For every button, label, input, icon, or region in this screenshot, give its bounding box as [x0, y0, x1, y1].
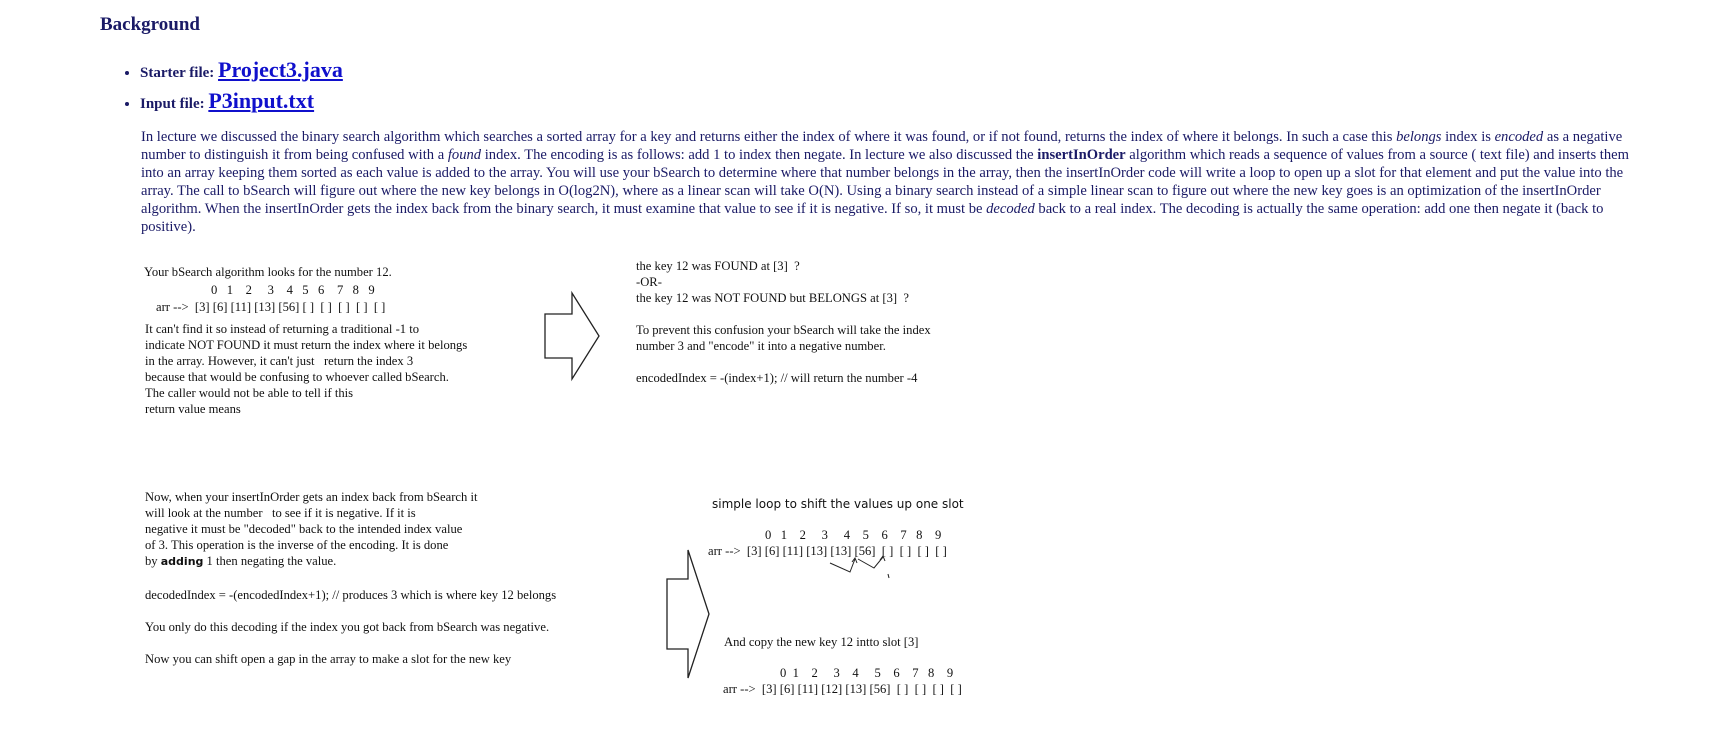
file-list: [122, 56, 343, 118]
d3-line2: 1 then negating the value.: [203, 554, 337, 568]
d4-indices-2: 0 1 2 3 4 5 6 7 8 9: [780, 666, 954, 680]
intro-paragraph: [141, 128, 1641, 236]
intro-encoded: encoded: [1494, 129, 1544, 145]
background-heading: Background: [100, 14, 200, 35]
intro-text: index. The encoding is as follows: add 1 to index then negate. In lecture we also discussed the: [481, 147, 1038, 163]
right-arrow-icon-2: [666, 549, 710, 679]
d4-caption: simple loop to shift the values up one slot: [712, 497, 964, 511]
intro-decoded: decoded: [986, 201, 1035, 217]
d1-explanation: It can't find it so instead of returning a traditional -1 to indicate NOT FOUND it must return the index where it belongs in the array. However, it can't just return the index 3 because that would be confusing to whoever called bSearch. The caller would not be able to tell if this return value means: [145, 322, 468, 416]
d2-text: the key 12 was FOUND at [3] ? -OR- the key 12 was NOT FOUND but BELONGS at [3] ? To prevent this confusion your bSearch will take the index number 3 and "encode" it into a negative number. encodedIndex = -(index+1); // will return the number -4: [636, 259, 931, 385]
intro-text: index is: [1441, 129, 1495, 145]
intro-text: as a negative number to distinguish it from being confused with a: [141, 129, 1623, 163]
intro-found: found: [447, 147, 482, 163]
input-file-item: [140, 87, 343, 118]
d3-decode-line: decodedIndex = -(encodedIndex+1); // produces 3 which is where key 12 belongs: [145, 588, 557, 602]
intro-text: algorithm which reads a sequence of values from a source ( text file) and inserts them into an array keeping them sorted as each value is added to the array. You will use your bSearch to determine where that number belongs in the array, then the insertInOrder code will write a loop to open up a slot for that element and put the value into the array. The call to bSearch will figure out where the new key belongs in O(log2N), where as a linear scan will take O(N). Using a binary search instead of a simple linear scan to figure out where the new key goes is an optimization of the insertInOrder algorithm. When the insertInOrder gets the index back from the binary search, it must examine that value to see if it is negative. If so, it must be: [141, 147, 1629, 217]
intro-text: back to a real index. The decoding is actually the same operation: add one then negate it (back to positive).: [141, 201, 1604, 235]
intro-belongs: belongs: [1396, 129, 1442, 145]
d3-adding: adding: [160, 555, 204, 568]
d1-indices: 0 1 2 3 4 5 6 7 8 9: [211, 283, 375, 297]
d3-shift-line: Now you can shift open a gap in the array to make a slot for the new key: [145, 652, 512, 666]
intro-text: In lecture we discussed the binary search algorithm which searches a sorted array for a key and returns either the index of where it was found, or if not found, returns the index of where it belongs. In such a case this: [141, 129, 1397, 145]
intro-insertinorder: insertInOrder: [1037, 147, 1126, 163]
d3-text: [145, 489, 477, 570]
d3-line1: Now, when your insertInOrder gets an index back from bSearch it will look at the number to see if it is negative. If it is negative it must be "decoded" back to the intended index value of 3. This operation is the inverse of the encoding. It is done by: [145, 490, 478, 568]
input-file-label: Input file:: [140, 96, 205, 112]
d3-only-line: You only do this decoding if the index you got back from bSearch was negative.: [145, 620, 550, 634]
right-arrow-icon-1: [544, 292, 600, 380]
d1-array: arr --> [3] [6] [11] [13] [56] [ ] [ ] [ ] [ ] [ ]: [156, 300, 386, 314]
d1-title: Your bSearch algorithm looks for the number 12.: [144, 265, 392, 279]
d4-array: arr --> [3] [6] [11] [13] [13] [56] [ ] [ ] [ ] [ ]: [708, 544, 947, 558]
starter-file-link[interactable]: Project3.java: [218, 57, 343, 82]
d4-indices: 0 1 2 3 4 5 6 7 8 9: [765, 528, 942, 542]
d4-copy: And copy the new key 12 intto slot [3]: [724, 635, 919, 649]
starter-file-label: Starter file:: [140, 65, 215, 81]
d4-array-2: arr --> [3] [6] [11] [12] [13] [56] [ ] [ ] [ ] [ ]: [723, 682, 962, 696]
starter-file-item: [140, 56, 343, 87]
input-file-link[interactable]: P3input.txt: [208, 88, 315, 113]
shift-arrows-icon: [828, 553, 892, 583]
